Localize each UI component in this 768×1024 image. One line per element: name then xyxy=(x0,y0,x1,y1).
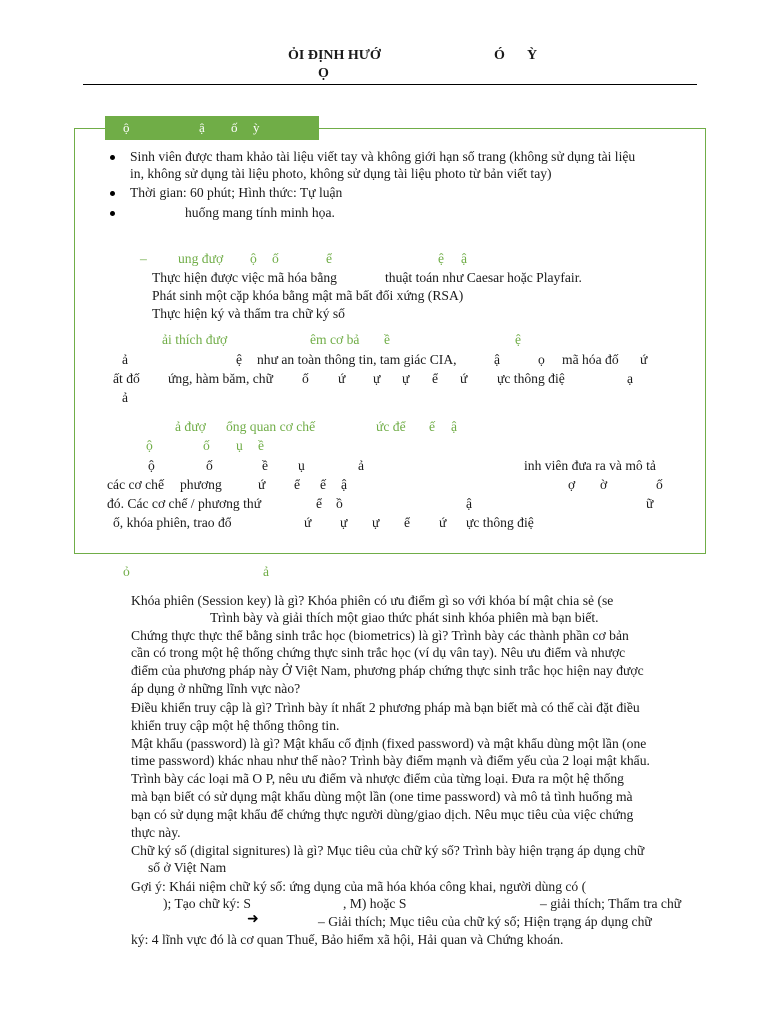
section1-heading: ể xyxy=(326,251,333,266)
section3-subheading: ụ xyxy=(236,438,243,453)
bullet-text: Sinh viên được tham khảo tài liệu viết tay và không giới hạn số trang (không sử dụng tài liệu xyxy=(130,149,636,164)
section3-heading: ả đượ xyxy=(175,419,206,434)
question-line: số ở Việt Nam xyxy=(148,860,227,875)
question-line: time password) khác nhau như thế nào? Trình bày điểm mạnh và điểm yếu của 2 loại mật khẩu. xyxy=(131,753,650,768)
text-fragment: ả xyxy=(122,352,129,367)
bullet-text: Thời gian: 60 phút; Hình thức: Tự luận xyxy=(130,185,343,200)
text-fragment: inh viên đưa ra và mô tả xyxy=(524,458,656,473)
text-fragment: ể xyxy=(404,515,411,530)
text-fragment: ồ xyxy=(336,496,343,511)
banner-text: ậ xyxy=(199,120,205,135)
text-fragment: ể xyxy=(294,477,301,492)
text-fragment: ọ xyxy=(538,352,545,367)
section2-heading: ệ xyxy=(515,332,522,347)
section3-subheading: ố xyxy=(203,438,210,453)
question-line: Điều khiển truy cập là gì? Trình bày ít nhất 2 phương pháp mà bạn biết mà có thể cài đặt điều xyxy=(131,700,640,715)
banner-text: ố xyxy=(231,120,238,135)
text-fragment: ứ xyxy=(304,515,312,530)
text-fragment: đó. Các cơ chế / phương thứ xyxy=(107,496,262,511)
text-fragment: ực thông điệ xyxy=(466,515,534,530)
text-fragment: ố, khóa phiên, trao đổ xyxy=(113,515,232,530)
doc-title-part: Ó xyxy=(494,48,505,63)
text-fragment: ậ xyxy=(466,496,473,511)
text-fragment: ự xyxy=(373,371,381,386)
question-line: – Giải thích; Mục tiêu của chữ ký số; Hiện trạng áp dụng chữ xyxy=(318,914,652,929)
text-fragment: ề xyxy=(262,458,269,473)
questions-heading: ỏ xyxy=(123,564,130,579)
text-fragment: ứ xyxy=(258,477,266,492)
bullet-dot-icon xyxy=(110,191,115,196)
text-fragment: ả xyxy=(358,458,365,473)
question-line: Khóa phiên (Session key) là gì? Khóa phiên có ưu điểm gì so với khóa bí mật chia sẻ (se xyxy=(131,593,614,608)
bullet-dot-icon xyxy=(110,211,115,216)
section2-heading: ề xyxy=(384,332,391,347)
text-fragment: ộ xyxy=(148,458,155,473)
text-fragment: ữ xyxy=(646,496,654,511)
text-fragment: ứ xyxy=(439,515,447,530)
objective-item: thuật toán như Caesar hoặc Playfair. xyxy=(385,270,582,285)
objective-item: Thực hiện ký và thẩm tra chữ ký số xyxy=(152,306,345,321)
info-banner xyxy=(105,116,319,140)
question-line: ký: 4 lĩnh vực đó là cơ quan Thuế, Bảo hiểm xã hội, Hải quan và Chứng khoán. xyxy=(131,932,564,947)
objective-item: Thực hiện được việc mã hóa bằng xyxy=(152,270,337,285)
header-divider xyxy=(83,84,697,85)
text-fragment: ậ xyxy=(341,477,348,492)
text-fragment: ứ xyxy=(338,371,346,386)
bullet-dot-icon xyxy=(110,155,115,160)
text-fragment: ự xyxy=(372,515,380,530)
text-fragment: ệ xyxy=(236,352,243,367)
question-line: cần có trong một hệ thống chứng thực sinh trắc học (ví dụ vân tay). Nêu ưu điểm và nhược xyxy=(131,645,626,660)
question-line: bạn có sử dụng mật khẩu để chứng thực người dùng/giao dịch. Nêu mục tiêu của việc chứng xyxy=(131,807,634,822)
question-line: ); Tạo chữ ký: S xyxy=(163,896,251,911)
doc-title-part: Ọ xyxy=(318,66,329,81)
section3-subheading: ộ xyxy=(146,438,153,453)
questions-heading: ả xyxy=(263,564,270,579)
text-fragment: ứ xyxy=(640,352,648,367)
banner-text: ộ xyxy=(123,120,130,135)
bullet-text: in, không sử dụng tài liệu photo, không sử dụng tài liệu photo từ bản viết tay) xyxy=(130,166,552,181)
question-line: thực này. xyxy=(131,825,181,840)
section3-heading: ế xyxy=(429,419,436,434)
question-line: Gợi ý: Khái niệm chữ ký số: ứng dụng của mã hóa khóa công khai, người dùng có ( xyxy=(131,879,587,894)
question-line: Chữ ký số (digital signitures) là gì? Mục tiêu của chữ ký số? Trình bày hiện trạng áp dụng chữ xyxy=(131,843,645,858)
section1-heading: ung đượ xyxy=(178,251,224,266)
objective-item: Phát sinh một cặp khóa bằng mật mã bất đối xứng (RSA) xyxy=(152,288,464,303)
text-fragment: ợ xyxy=(568,477,576,492)
text-fragment: ứng, hàm băm, chữ xyxy=(168,371,273,386)
section2-heading: êm cơ bả xyxy=(310,332,360,347)
text-fragment: ậ xyxy=(494,352,501,367)
section1-heading: – xyxy=(140,251,147,266)
text-fragment: các cơ chế xyxy=(107,477,164,492)
section3-heading: ức để xyxy=(376,419,406,434)
question-line: – giải thích; Thẩm tra chữ xyxy=(540,896,682,911)
text-fragment: ự xyxy=(402,371,410,386)
doc-title-part: Ỳ xyxy=(527,48,538,63)
text-fragment: ụ xyxy=(298,458,305,473)
text-fragment: ố xyxy=(302,371,309,386)
text-fragment: ể xyxy=(432,371,439,386)
doc-title-part: ỎI ĐỊNH HƯỚ xyxy=(288,48,381,63)
text-fragment: ả xyxy=(122,390,129,405)
section1-heading: ố xyxy=(272,251,279,266)
text-fragment: ế xyxy=(320,477,327,492)
question-line: Trình bày và giải thích một giao thức phát sinh khóa phiên mà bạn biết. xyxy=(210,610,599,625)
text-fragment: ờ xyxy=(600,477,608,492)
question-line: Chứng thực thực thể bằng sinh trắc học (biometrics) là gì? Trình bày các thành phần cơ bản xyxy=(131,628,629,643)
text-fragment: ạ xyxy=(627,371,634,386)
text-fragment: ố xyxy=(656,477,663,492)
section2-heading: ải thích đượ xyxy=(162,332,228,347)
question-line: áp dụng ở những lĩnh vực nào? xyxy=(131,681,301,696)
arrow-right-icon: ➜ xyxy=(247,912,259,927)
question-line: mà bạn biết có sử dụng mật khẩu dùng một lần (one time password) và mô tả tình huống mà xyxy=(131,789,633,804)
text-fragment: ực thông điệ xyxy=(497,371,565,386)
text-fragment: như an toàn thông tin, tam giác CIA, xyxy=(257,352,457,367)
section1-heading: ậ xyxy=(461,251,468,266)
question-line: khiển truy cập một hệ thống thông tin. xyxy=(131,718,340,733)
banner-text: ỳ xyxy=(253,120,260,135)
bullet-text: huống mang tính minh họa. xyxy=(185,205,335,220)
text-fragment: ố xyxy=(206,458,213,473)
text-fragment: ể xyxy=(316,496,323,511)
text-fragment: ất đố xyxy=(113,371,140,386)
section3-subheading: ề xyxy=(258,438,265,453)
text-fragment: mã hóa đố xyxy=(562,352,619,367)
question-line: Mật khẩu (password) là gì? Mật khẩu cố định (fixed password) và mật khẩu dùng một lần (one xyxy=(131,736,647,751)
text-fragment: ự xyxy=(340,515,348,530)
section1-heading: ệ xyxy=(438,251,445,266)
question-line: , M) hoặc S xyxy=(343,896,407,911)
text-fragment: phương xyxy=(180,477,222,492)
question-line: Trình bày các loại mã O P, nêu ưu điểm và nhược điểm của từng loại. Đưa ra một hệ thống xyxy=(131,771,624,786)
question-line: điểm của phương pháp này Ở Việt Nam, phương pháp chứng thực sinh trắc học hiện nay được xyxy=(131,663,644,678)
section3-heading: ổng quan cơ chế xyxy=(226,419,316,434)
section1-heading: ộ xyxy=(250,251,257,266)
section3-heading: ậ xyxy=(451,419,458,434)
text-fragment: ứ xyxy=(460,371,468,386)
